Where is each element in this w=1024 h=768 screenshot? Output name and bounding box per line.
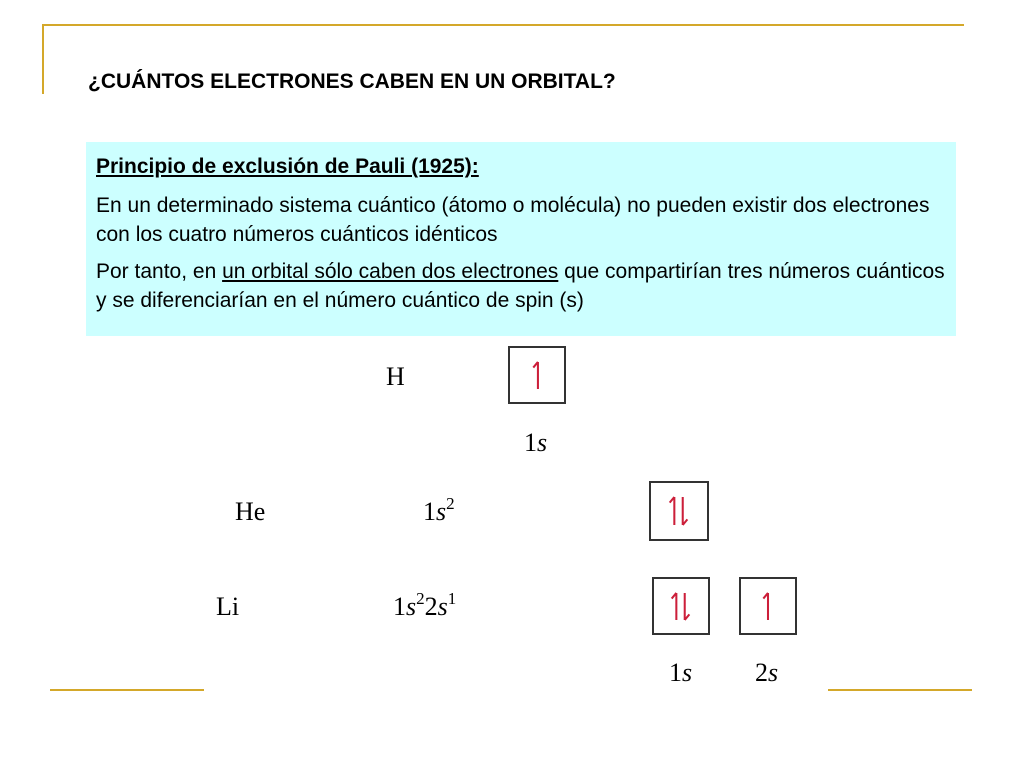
li-symbol: Li bbox=[216, 592, 240, 621]
li-2s-label: 2s bbox=[755, 658, 779, 687]
h-symbol: H bbox=[386, 362, 405, 391]
li-2s-orbital-box bbox=[739, 577, 797, 635]
pauli-heading: Principio de exclusión de Pauli (1925): bbox=[96, 155, 479, 178]
he-symbol: He bbox=[235, 497, 266, 526]
conclusion-pre: Por tanto, en bbox=[96, 260, 223, 283]
slide-title: ¿CUÁNTOS ELECTRONES CABEN EN UN ORBITAL? bbox=[88, 70, 616, 93]
pauli-principle-box bbox=[86, 142, 956, 336]
spin-up-arrow-icon bbox=[510, 348, 564, 402]
he-1s-orbital-box bbox=[649, 481, 709, 541]
conclusion-underlined: un orbital sólo caben dos electrones bbox=[222, 260, 559, 283]
he-configuration: $1s^2$ bbox=[423, 494, 455, 526]
pauli-conclusion bbox=[96, 257, 946, 315]
pauli-rule-text: En un determinado sistema cuántico (átomo o molécula) no pueden existir dos electrones con los cuatro números cuánticos idénticos bbox=[96, 194, 930, 246]
li-1s-orbital-box bbox=[652, 577, 710, 635]
li-configuration: $1s^22s^1$ bbox=[393, 589, 457, 621]
bottom-rule-right bbox=[828, 689, 972, 691]
h-1s-orbital-box bbox=[508, 346, 566, 404]
spin-pair-arrows-icon bbox=[654, 579, 708, 633]
top-rule-vertical bbox=[42, 24, 44, 94]
bottom-rule-left bbox=[50, 689, 204, 691]
spin-pair-arrows-icon bbox=[651, 483, 707, 539]
li-1s-label: 1s bbox=[669, 658, 693, 687]
h-orbital-label: 1s bbox=[524, 428, 548, 457]
spin-up-arrow-icon bbox=[741, 579, 795, 633]
top-rule-horizontal bbox=[42, 24, 964, 26]
conclusion-post: que compartirían tres números cuánticos y se diferenciarían en el número cuántico de spin (s) bbox=[96, 260, 945, 312]
